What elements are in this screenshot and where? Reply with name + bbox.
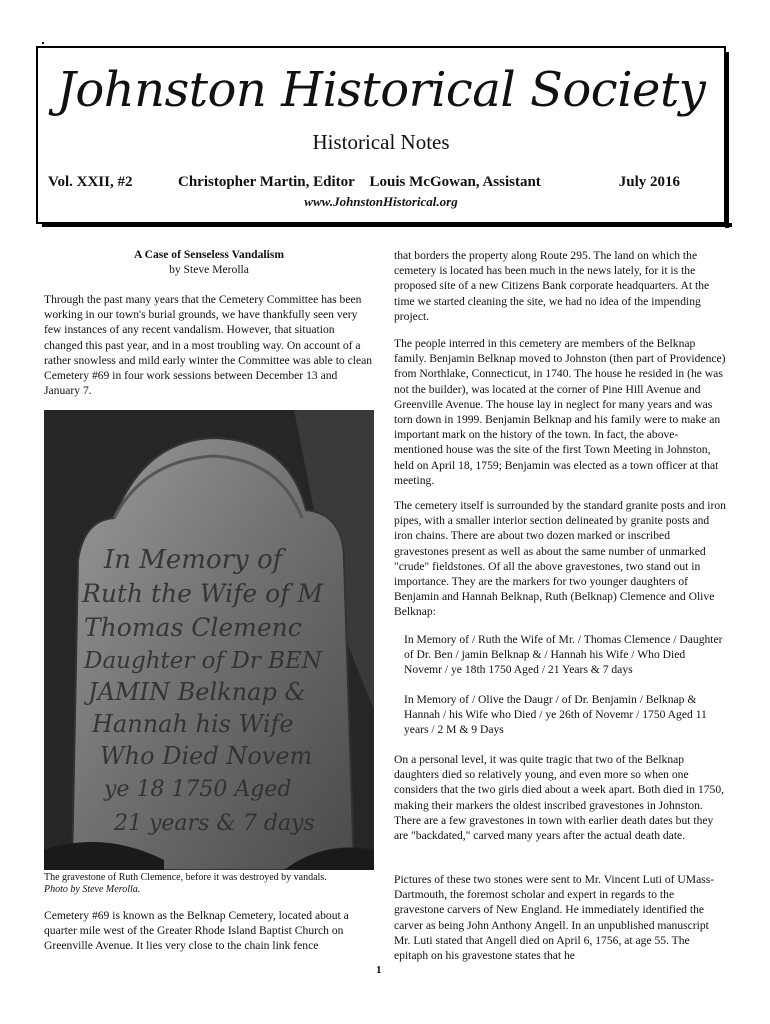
- stray-mark: [42, 42, 44, 44]
- gravestone-illustration: [44, 410, 374, 870]
- inscription-line: Daughter of Dr BEN: [84, 648, 322, 674]
- left-paragraph-2: Cemetery #69 is known as the Belknap Cemetery, located about a quarter mile west of the Greater Rhode Island Baptist Church on Greenville Avenue. It lies very close to the chain link fence: [44, 909, 349, 953]
- volume-number: Vol. XXII, #2: [48, 174, 133, 190]
- right-paragraph-4: On a personal level, it was quite tragic that two of the Belknap daughters died so relatively young, and even more so when one considers that the two girls died about a week apart. Both died in 1750, making their markers the oldest inscribed gravestones in Johnston. There are a few gravestones in town with earlier death dates but they are "backdated," carved many years after the actual death date.: [394, 753, 725, 843]
- inscription-quote-ruth: In Memory of / Ruth the Wife of Mr. / Thomas Clemence / Daughter of Dr. Ben / jamin Belknap & / Hannah his Wife / Who Died Novemr / ye 18th 1750 Aged / 21 Years & 7 days: [404, 633, 723, 677]
- right-paragraph-5: Pictures of these two stones were sent to Mr. Vincent Luti of UMass-Dartmouth, the foremost scholar and expert in regards to the gravestone carvers of New England. He immediately identified the carver as being John Anthony Angell. In an unpublished manuscript Mr. Luti stated that Angell died on April 6, 1756, at age 55. The epitaph on his gravestone states that he: [394, 873, 715, 963]
- inscription-line: 21 years & 7 days: [114, 811, 315, 836]
- right-paragraph-2: The people interred in this cemetery are members of the Belknap family. Benjamin Belknap moved to Johnston (then part of Providence) from Northlake, Connecticut, in 1740. The house he resided in (he was not the builder), was located at the corner of Pine Hill Avenue and Greenville Avenue. The house lay in neglect for many years and was torn down in 1999. Benjamin Belknap and his family were to make an important mark on the history of the town. In fact, the above-mentioned house was the site of the first Town Meeting in Johnston, held on April 18, 1759; Benjamin was elected as a town officer at that meeting.: [394, 337, 726, 487]
- inscription-line: JAMIN Belknap &: [88, 678, 306, 706]
- issue-date: July 2016: [618, 174, 680, 190]
- newsletter-title: Johnston Historical Society: [56, 62, 706, 118]
- caption-text: The gravestone of Ruth Clemence, before it was destroyed by vandals.: [44, 872, 327, 883]
- masthead-shadow-right: [725, 52, 729, 228]
- inscription-line: In Memory of: [104, 545, 283, 575]
- inscription-line: Thomas Clemenc: [84, 613, 302, 642]
- gravestone-photo: [44, 410, 374, 870]
- inscription-line: Who Died Novem: [100, 742, 313, 770]
- inscription-line: Ruth the Wife of M: [82, 579, 324, 608]
- inscription-line: Hannah his Wife: [92, 710, 294, 738]
- page-number: 1: [376, 964, 382, 976]
- photo-caption: [44, 872, 374, 896]
- photo-credit: Photo by Steve Merolla.: [44, 884, 141, 895]
- left-paragraph-1: Through the past many years that the Cemetery Committee has been working in our town's burial grounds, we have thankfully seen very few instances of any recent vandalism. However, that situation changed this past year, and in a most troubling way. On account of a rather snowless and mild early winter the Committee was able to clean Cemetery #69 in four work sessions between December 13 and January 7.: [44, 293, 373, 398]
- masthead: [36, 46, 726, 224]
- gravestone-inscription: [81, 545, 324, 836]
- newsletter-subtitle: Historical Notes: [312, 130, 450, 154]
- inscription-line: ye 18 1750 Aged: [104, 777, 292, 802]
- right-paragraph-1: that borders the property along Route 295. The land on which the cemetery is located has been much in the news lately, for it is the proposed site of a new Citizens Bank corporate headquarters. At the time we started cleaning the site, we had no idea of the impending project.: [394, 249, 710, 323]
- masthead-shadow-bottom: [42, 223, 732, 227]
- article-title: A Case of Senseless Vandalism: [133, 248, 285, 261]
- inscription-quote-olive: In Memory of / Olive the Daugr / of Dr. Benjamin / Belknap & Hannah / his Wife who Died / ye 26th of Novemr / 1750 Aged 11 years / 2 M & 9 Days: [404, 693, 707, 737]
- editors-line: Christopher Martin, Editor Louis McGowan, Assistant: [178, 174, 541, 190]
- right-paragraph-3: The cemetery itself is surrounded by the standard granite posts and iron pipes, with a smaller interior section delineated by granite posts and iron chains. There are about two dozen marked or inscribed gravestones present as well as about the same number of unmarked "crude" fieldstones. Of all the above gravestones, two stand out in importance. They are the markers for two younger daughters of Benjamin and Hannah Belknap, Ruth (Belknap) Clemence and Olive Belknap:: [394, 499, 726, 619]
- article-byline: by Steve Merolla: [169, 263, 249, 276]
- website-link[interactable]: www.JohnstonHistorical.org: [304, 194, 458, 209]
